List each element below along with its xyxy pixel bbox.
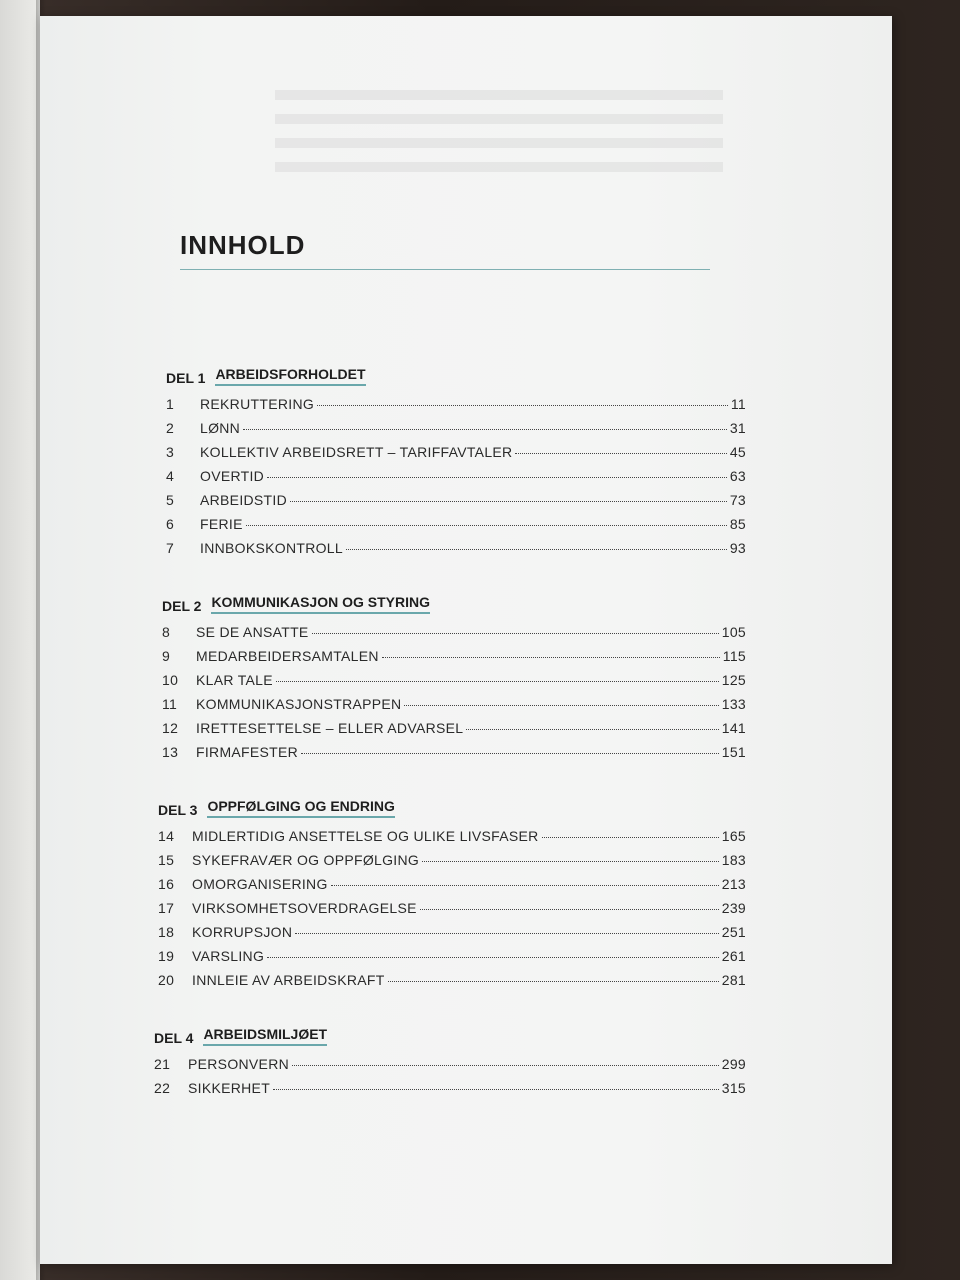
chapter-number: 16 — [158, 876, 175, 892]
page-number: 151 — [721, 744, 746, 760]
chapter-number: 18 — [158, 924, 175, 940]
toc-entry — [158, 852, 746, 876]
chapter-number: 10 — [162, 672, 179, 688]
page-number: 141 — [721, 720, 746, 736]
dot-leader — [422, 861, 719, 862]
page-number: 315 — [721, 1080, 746, 1096]
chapter-title: LØNN — [200, 420, 241, 436]
chapter-title: INNBOKSKONTROLL — [200, 540, 343, 556]
dot-leader — [382, 657, 720, 658]
toc-entry — [166, 540, 746, 564]
part-title: KOMMUNIKASJON OG STYRING — [211, 594, 430, 614]
dot-leader — [276, 681, 719, 682]
title-underline — [180, 269, 710, 270]
part-title: ARBEIDSMILJØET — [203, 1026, 327, 1046]
toc-entry — [158, 900, 746, 924]
part-header — [158, 798, 746, 818]
dot-leader — [295, 933, 719, 934]
page-number: 125 — [721, 672, 746, 688]
page-number: 281 — [721, 972, 746, 988]
toc-entry — [162, 720, 746, 744]
chapter-number: 1 — [166, 396, 175, 412]
toc-entry — [158, 828, 746, 852]
toc-entry — [162, 696, 746, 720]
dot-leader — [246, 525, 727, 526]
chapter-number: 14 — [158, 828, 175, 844]
book-page — [40, 16, 892, 1264]
chapter-number: 5 — [166, 492, 175, 508]
toc-part — [162, 594, 746, 768]
chapter-title: SIKKERHET — [188, 1080, 271, 1096]
part-title: ARBEIDSFORHOLDET — [215, 366, 365, 386]
dot-leader — [292, 1065, 719, 1066]
toc-entry — [162, 624, 746, 648]
part-number: DEL 1 — [166, 370, 206, 386]
toc-entry — [158, 876, 746, 900]
toc-entry — [154, 1080, 746, 1104]
toc-entry — [158, 924, 746, 948]
dot-leader — [267, 957, 719, 958]
page-number: 213 — [721, 876, 746, 892]
chapter-number: 3 — [166, 444, 175, 460]
toc-entry — [158, 972, 746, 996]
toc-entry — [158, 948, 746, 972]
chapter-title: REKRUTTERING — [200, 396, 315, 412]
page-number: 45 — [729, 444, 746, 460]
toc-entry — [162, 672, 746, 696]
table-of-contents — [154, 230, 746, 1134]
chapter-title: SYKEFRAVÆR OG OPPFØLGING — [192, 852, 420, 868]
page-number: 133 — [721, 696, 746, 712]
chapter-title: VARSLING — [192, 948, 265, 964]
page-number: 115 — [722, 648, 746, 664]
part-header — [162, 594, 746, 614]
chapter-number: 22 — [154, 1080, 171, 1096]
chapter-title: VIRKSOMHETSOVERDRAGELSE — [192, 900, 417, 916]
page-number: 31 — [729, 420, 746, 436]
dot-leader — [290, 501, 727, 502]
chapter-number: 2 — [166, 420, 175, 436]
dot-leader — [388, 981, 719, 982]
toc-part — [158, 798, 746, 996]
chapter-title: PERSONVERN — [188, 1056, 290, 1072]
chapter-title: MIDLERTIDIG ANSETTELSE OG ULIKE LIVSFASER — [192, 828, 539, 844]
chapter-number: 11 — [162, 696, 178, 712]
previous-page-edge — [0, 0, 40, 1280]
toc-entry — [166, 516, 746, 540]
part-number: DEL 4 — [154, 1030, 194, 1046]
page-number: 85 — [729, 516, 746, 532]
dot-leader — [301, 753, 719, 754]
chapter-number: 21 — [154, 1056, 171, 1072]
dot-leader — [515, 453, 726, 454]
page-number: 239 — [721, 900, 746, 916]
dot-leader — [346, 549, 727, 550]
chapter-number: 17 — [158, 900, 175, 916]
chapter-number: 12 — [162, 720, 179, 736]
dot-leader — [331, 885, 719, 886]
chapter-title: IRETTESETTELSE – ELLER ADVARSEL — [196, 720, 464, 736]
chapter-title: SE DE ANSATTE — [196, 624, 309, 640]
chapter-number: 13 — [162, 744, 179, 760]
dot-leader — [466, 729, 718, 730]
page-number: 11 — [730, 396, 746, 412]
dot-leader — [267, 477, 727, 478]
chapter-title: FERIE — [200, 516, 243, 532]
part-number: DEL 3 — [158, 802, 198, 818]
dot-leader — [542, 837, 719, 838]
chapter-number: 6 — [166, 516, 175, 532]
chapter-title: KOMMUNIKASJONSTRAPPEN — [196, 696, 402, 712]
chapter-number: 7 — [166, 540, 175, 556]
page-number: 165 — [721, 828, 746, 844]
part-header — [154, 1026, 746, 1046]
page-title: INNHOLD — [180, 230, 306, 260]
part-title: OPPFØLGING OG ENDRING — [207, 798, 394, 818]
chapter-number: 9 — [162, 648, 171, 664]
chapter-number: 19 — [158, 948, 175, 964]
dot-leader — [273, 1089, 719, 1090]
page-number: 105 — [721, 624, 746, 640]
chapter-number: 8 — [162, 624, 171, 640]
toc-entry — [162, 744, 746, 768]
chapter-title: KOLLEKTIV ARBEIDSRETT – TARIFFAVTALER — [200, 444, 513, 460]
chapter-number: 4 — [166, 468, 175, 484]
page-number: 63 — [729, 468, 746, 484]
page-number: 183 — [721, 852, 746, 868]
dot-leader — [404, 705, 718, 706]
toc-entry — [166, 444, 746, 468]
part-header — [166, 366, 746, 386]
page-number: 73 — [729, 492, 746, 508]
chapter-title: KLAR TALE — [196, 672, 273, 688]
toc-part — [166, 366, 746, 564]
dot-leader — [317, 405, 728, 406]
dot-leader — [312, 633, 719, 634]
toc-part — [154, 1026, 746, 1104]
chapter-title: OMORGANISERING — [192, 876, 328, 892]
chapter-title: INNLEIE AV ARBEIDSKRAFT — [192, 972, 385, 988]
chapter-title: MEDARBEIDERSAMTALEN — [196, 648, 379, 664]
part-number: DEL 2 — [162, 598, 202, 614]
chapter-title: FIRMAFESTER — [196, 744, 299, 760]
page-number: 261 — [721, 948, 746, 964]
chapter-title: OVERTID — [200, 468, 265, 484]
toc-entry — [162, 648, 746, 672]
page-number: 299 — [721, 1056, 746, 1072]
chapter-title: ARBEIDSTID — [200, 492, 288, 508]
chapter-number: 15 — [158, 852, 175, 868]
page-number: 93 — [729, 540, 746, 556]
toc-parts — [154, 366, 746, 1104]
page-number: 251 — [721, 924, 746, 940]
toc-entry — [166, 492, 746, 516]
toc-entry — [154, 1056, 746, 1080]
chapter-number: 20 — [158, 972, 175, 988]
dot-leader — [420, 909, 719, 910]
dot-leader — [243, 429, 727, 430]
toc-entry — [166, 396, 746, 420]
toc-entry — [166, 468, 746, 492]
chapter-title: KORRUPSJON — [192, 924, 293, 940]
toc-entry — [166, 420, 746, 444]
